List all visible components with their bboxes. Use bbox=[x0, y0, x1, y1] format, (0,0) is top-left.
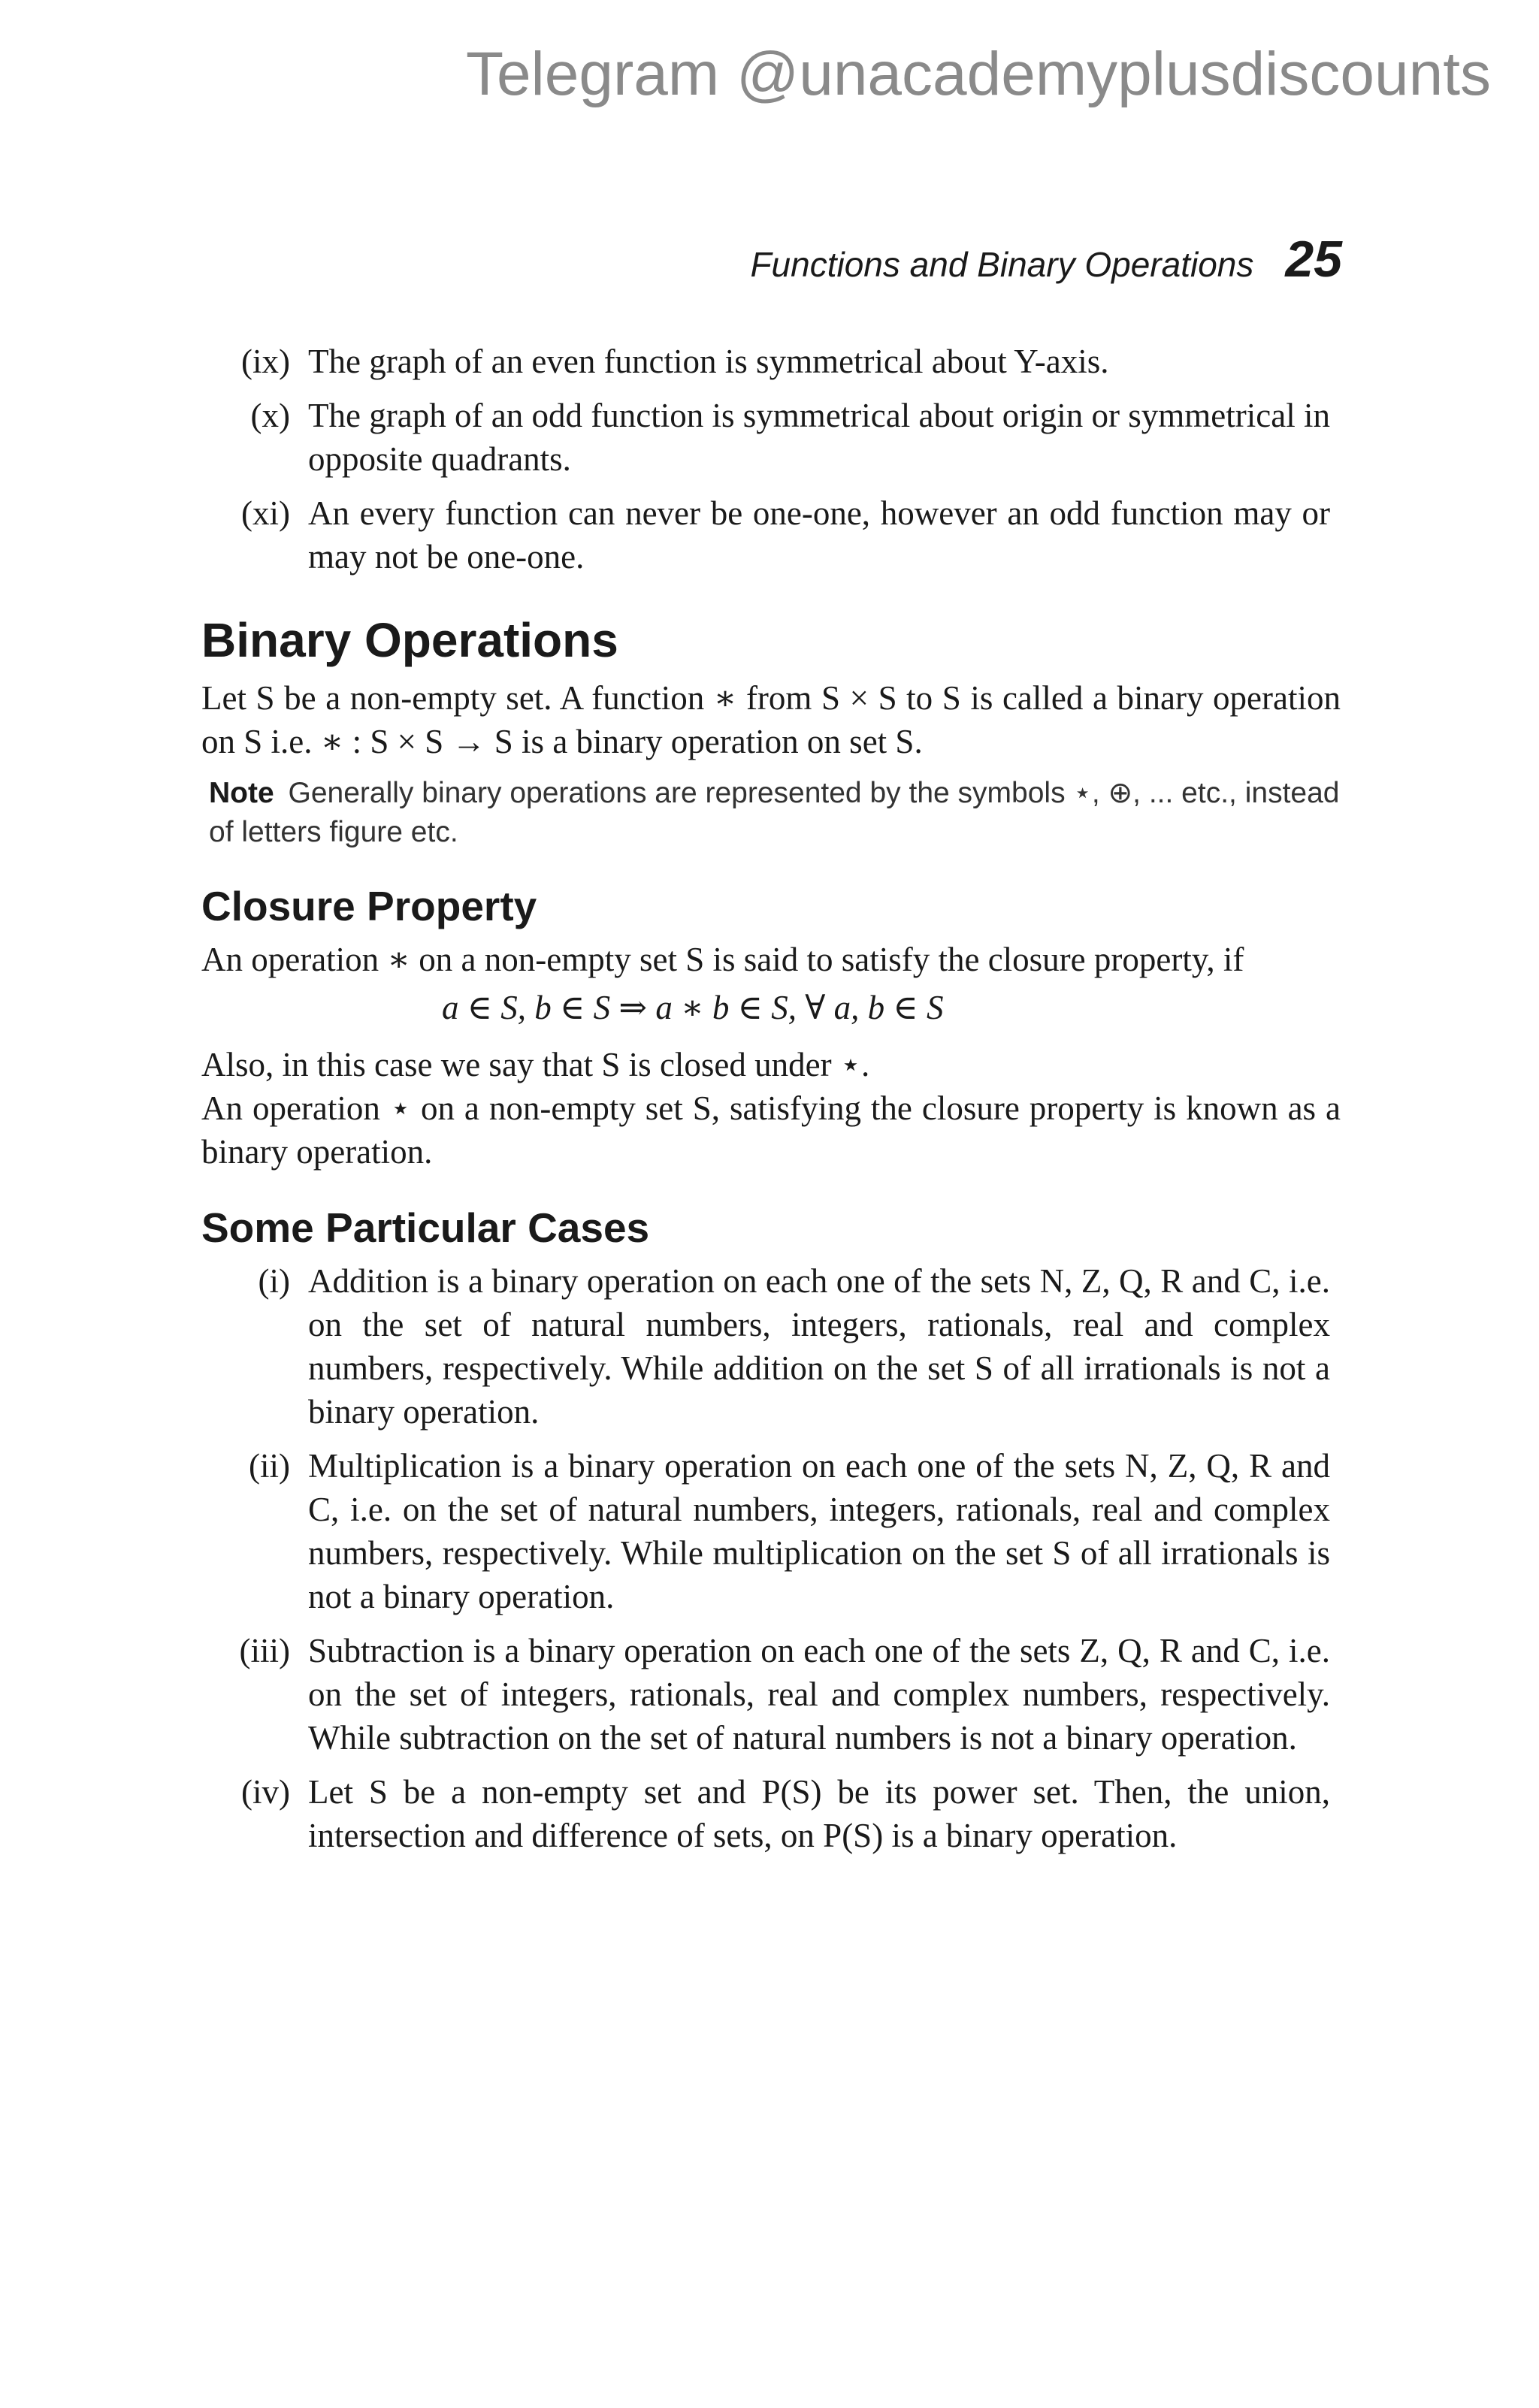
subsection-heading-closure: Closure Property bbox=[201, 883, 537, 929]
item-text: Addition is a binary operation on each one of the sets N, Z, Q, R and C, i.e. on the set of natural numbers, integers, rationals, real and complex numbers, respectively. While addition on the set S of all irrationals is not a binary operation. bbox=[308, 1262, 1330, 1431]
item-text: Let S be a non-empty set and P(S) be its power set. Then, the union, intersection and difference of sets, on P(S) is a binary operation. bbox=[308, 1773, 1330, 1854]
list-item bbox=[201, 491, 1341, 579]
properties-list bbox=[201, 340, 1341, 579]
item-text: The graph of an even function is symmetrical about Y-axis. bbox=[308, 343, 1109, 380]
item-text: An every function can never be one-one, however an odd function may or may not be one-one. bbox=[308, 494, 1330, 576]
page-number: 25 bbox=[1285, 231, 1342, 288]
item-number: (x) bbox=[250, 397, 290, 434]
item-number: (i) bbox=[258, 1262, 290, 1300]
item-number: (ii) bbox=[249, 1447, 290, 1485]
watermark: Telegram @unacademyplusdiscounts bbox=[465, 40, 1491, 108]
note-text: Generally binary operations are represented by the symbols ⋆, ⊕, ... etc., instead of letters figure etc. bbox=[209, 777, 1340, 848]
binary-operations-definition: Let S be a non-empty set. A function ∗ from S × S to S is called a binary operation on S i.e. ∗ : S × S → S is a binary operation on set S. bbox=[201, 679, 1341, 760]
item-number: (ix) bbox=[241, 343, 290, 380]
closure-formula: a ∈ S, b ∈ S ⇒ a ∗ b ∈ S, ∀ a, b ∈ S bbox=[442, 989, 944, 1026]
closure-line-2: Also, in this case we say that S is closed under ⋆. bbox=[201, 1046, 870, 1083]
closure-line-3: An operation ⋆ on a non-empty set S, satisfying the closure property is known as a binary operation. bbox=[201, 1089, 1341, 1171]
list-item bbox=[201, 1629, 1341, 1760]
list-item bbox=[201, 1259, 1341, 1434]
note-label: Note bbox=[209, 777, 274, 809]
list-item bbox=[201, 394, 1341, 481]
page-content bbox=[201, 340, 1341, 1868]
item-number: (iv) bbox=[241, 1773, 290, 1811]
list-item bbox=[201, 1770, 1341, 1857]
running-head bbox=[750, 230, 1342, 289]
item-text: Multiplication is a binary operation on each one of the sets N, Z, Q, R and C, i.e. on the set of natural numbers, integers, rationals, real and complex numbers, respectively. While multiplication on the set S of all irrationals is not a binary operation. bbox=[308, 1447, 1330, 1615]
note-box bbox=[209, 774, 1341, 852]
item-text: Subtraction is a binary operation on each one of the sets Z, Q, R and C, i.e. on the set of integers, rationals, real and complex numbers, respectively. While subtraction on the set of natural numbers is not a binary operation. bbox=[308, 1632, 1330, 1757]
list-item bbox=[201, 340, 1341, 383]
item-number: (iii) bbox=[239, 1632, 290, 1669]
running-title: Functions and Binary Operations bbox=[750, 245, 1254, 284]
section-heading-binary-operations: Binary Operations bbox=[201, 613, 618, 667]
item-text: The graph of an odd function is symmetrical about origin or symmetrical in opposite quadrants. bbox=[308, 397, 1330, 478]
list-item bbox=[201, 1444, 1341, 1618]
closure-intro: An operation ∗ on a non-empty set S is said to satisfy the closure property, if bbox=[201, 941, 1244, 978]
subsection-heading-particular-cases: Some Particular Cases bbox=[201, 1204, 650, 1251]
item-number: (xi) bbox=[241, 494, 290, 532]
particular-cases-list bbox=[201, 1259, 1341, 1857]
